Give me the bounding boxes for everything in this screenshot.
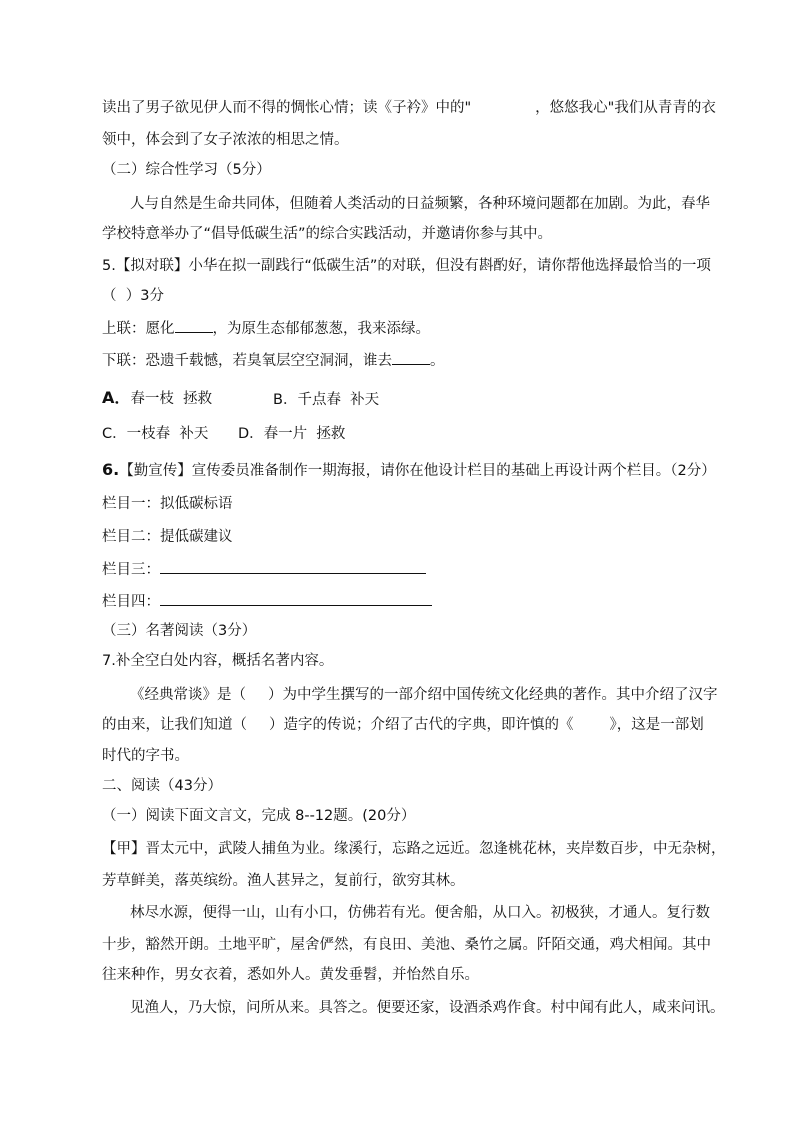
q7-para-line-3: 时代的字书。 [102,748,189,764]
q5-option-a[interactable] [102,388,212,409]
q5-upper-b: ，为原生态郁郁葱葱，我来添绿。 [212,321,430,337]
q5-option-b[interactable]: B．千点春 补天 [273,392,380,408]
passage-jia-line-3: 林尽水源，便得一山，山有小口，仿佛若有光。便舍船，从口入。初极狭，才通人。复行数 [130,905,710,921]
passage-jia-line-2: 芳草鲜美，落英缤纷。渔人甚异之，复前行，欲穷其林。 [102,873,465,889]
section-2-heading: （二）综合性学习（5分） [102,162,271,178]
q5-stem: 5.【拟对联】小华在拟一副践行“低碳生活”的对联，但没有斟酌好，请你帮他选择最恰当的一项 [102,258,711,274]
q5-option-d[interactable]: D．春一片 拯救 [238,426,346,442]
q5-lower-couplet [102,350,445,371]
q5-lower-a: 下联：恐遗千载憾，若臭氧层空空洞洞，谁去 [102,353,392,369]
q6-column-3 [102,559,426,580]
q5-option-a-text: 春一枝 拯救 [130,391,213,407]
passage-jia-line-6: 见渔人，乃大惊，问所从来。具答之。便要还家，设酒杀鸡作食。村中闻有此人，咸来问讯。 [130,1000,725,1016]
q5-option-c[interactable]: C．一枝春 补天 [102,426,209,442]
part-2-heading: 二、阅读（43分） [102,778,222,794]
q7-p2-c: 》，这是一部划 [609,717,704,733]
q7-p1-a: 《经典常谈》是（ [130,687,246,703]
q6-number: 6. [102,460,120,479]
intro-line-1-a: 读出了男子欲见伊人而不得的惆怅心情；读《子衿》中的" [102,100,472,116]
q7-p1-b: ）为中学生撰写的一部介绍中国传统文化经典的著作。其中介绍了汉字 [268,687,718,703]
passage-jia-line-4: 十步，豁然开朗。土地平旷，屋舍俨然，有良田、美池、桑竹之属。阡陌交通，鸡犬相闻。其中 [102,937,711,953]
q7-p2-a: 的由来，让我们知道（ [102,717,247,733]
q6-column-3-blank[interactable] [160,559,426,574]
q6-column-3-label: 栏目三： [102,562,160,578]
q7-para-line-1 [130,685,718,705]
q7-para-line-2 [102,715,704,735]
section-3-heading: （三）名著阅读（3分） [102,623,257,639]
q6-column-2: 栏目二：提低碳建议 [102,529,233,545]
intro-line-2: 领中，体会到了女子浓浓的相思之情。 [102,132,349,148]
q5-paren: （ ）3分 [102,288,164,304]
q7-stem: 7.补全空白处内容，概括名著内容。 [102,653,334,669]
section-2-para-1: 人与自然是生命共同体，但随着人类活动的日益频繁，各种环境问题都在加剧。为此，春华 [130,196,710,212]
intro-line-1-b: ，悠悠我心"我们从青青的衣 [535,100,716,116]
q6-column-1: 栏目一：拟低碳标语 [102,496,233,512]
intro-line-1 [102,98,716,118]
q6-stem-text: 【勤宣传】宣传委员准备制作一期海报，请你在他设计栏目的基础上再设计两个栏目。（2分） [119,463,716,479]
q5-upper-blank[interactable] [175,318,213,333]
q5-lower-b: 。 [430,353,445,369]
part-2-sub-heading: （一）阅读下面文言文，完成 8--12题。(20分） [102,808,416,824]
q6-column-4-blank[interactable] [160,591,432,606]
passage-jia-line-1: 【甲】晋太元中，武陵人捕鱼为业。缘溪行，忘路之远近。忽逢桃花林，夹岸数百步，中无杂树， [102,841,726,857]
q5-lower-blank[interactable] [392,350,430,365]
q5-option-a-letter: A． [102,388,131,407]
q7-p2-b: ）造字的传说；介绍了古代的字典，即许慎的《 [269,717,574,733]
section-2-para-2: 学校特意举办了“倡导低碳生活”的综合实践活动，并邀请你参与其中。 [102,226,553,242]
q5-upper-a: 上联：愿化 [102,321,175,337]
q6-column-4 [102,591,432,612]
q6-column-4-label: 栏目四： [102,594,160,610]
q5-upper-couplet [102,318,430,339]
q6-stem [102,460,716,481]
passage-jia-line-5: 往来种作，男女衣着，悉如外人。黄发垂髫，并怡然自乐。 [102,967,479,983]
